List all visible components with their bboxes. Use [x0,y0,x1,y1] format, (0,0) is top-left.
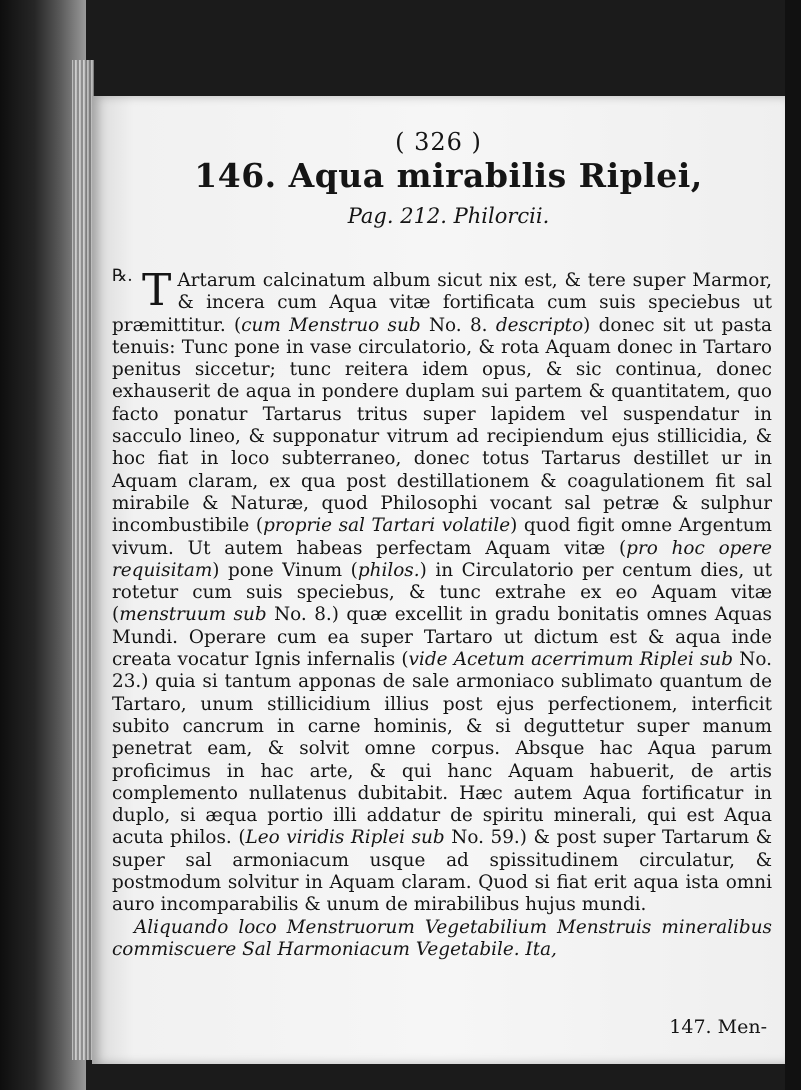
italic-run: proprie sal Tartari volatile [263,515,511,537]
italic-run: Leo viridis Riplei sub [245,827,445,849]
text-run: ) donec sit ut pasta tenuis: Tunc pone in vase circulatorio, & rota Aquam donec in Tartaro penitus siccetur; tunc reitera idem opus, & sic continua, donec exhauserit de aqua in pondere duplam sui partem & quantitatem, quo facto ponatur Tartarus tritus super lapidem vel suspendatur in sacculo lineo, & supponatur vitrum ad recipiendum ejus stillicidia, & hoc fiat in loco subterraneo, donec totus Tartarus destillet ur in Aquam claram, ex qua post destillationem & coagulationem fit sal mirabile & Naturæ, quod Philosophi vocant sal petræ & sulphur incombustibile ( [112,314,772,537]
text-run: ) pone Vinum ( [212,559,358,581]
page-edges [72,60,94,1060]
text-run: No. 8.) quæ excellit in gradu bonitatis omnes Aquas Mundi. Operare cum ea super Tartaro ut dictum est & aqua inde creata vocatur Ignis infernalis ( [112,604,772,671]
paragraph-note: Aliquando loco Menstruorum Vegetabilium Menstruis mineralibus commiscuere Sal Harmoniacum Vegetabile. Ita, [112,916,772,960]
paragraph-main [112,265,772,917]
drop-cap: T [142,265,172,316]
text-run: No. 23.) quia si tantum apponas de sale armoniaco sublimato quantum de Tartaro, unum stillicidium illius post ejus perfectionem, interficit subito cancrum in carne hominis, & si deguttetur super manum penetrat eam, & solvit omne corpus. Absque hac Aqua parum proficimus in hac arte, & qui hanc Aquam habuerit, de artis complemento nullatenus dubitabit. Hæc autem Aqua fortificatur in duplo, si æqua portio illi addatur de spiritu minerali, qui est Aqua acuta philos. ( [112,649,772,849]
italic-run: cum Menstruo sub [241,314,421,336]
text-run: ) in Circulatorio per centum dies, ut rotetur cum suis speciebus, & tunc extrahe ex eo Aquam vitæ ( [112,559,772,626]
text-run: ) quod figit omne Argentum vivum. Ut autem habeas perfectam Aquam vitæ ( [112,515,772,559]
background-edge [785,0,801,1090]
text-run: No. 8. [420,314,496,336]
italic-run: vide Acetum acerrimum Riplei sub [408,649,734,671]
recipe-body [112,265,772,961]
recipe-symbol: ℞. [112,266,133,286]
italic-run: menstruum sub [119,604,267,626]
text-run: Artarum calcinatum album sicut nix est, & tere super Marmor, & incera cum Aqua vitæ fortificata cum suis speciebus ut præmittitur. ( [112,270,772,336]
book-page [92,96,785,1064]
italic-run: philos. [357,559,420,581]
italic-run: pro hoc opere requisitam [112,537,772,581]
page-number: ( 326 ) [395,128,482,156]
recipe-heading: 146. Aqua mirabilis Riplei, [194,156,703,195]
paragraph-main-text [112,265,772,916]
italic-run: descripto [495,314,584,336]
source-reference: Pag. 212. Philorcii. [347,204,550,228]
text-run: No. 59.) & post super Tartarum & super sal armoniacum usque ad spissitudinem circulatur, & postmodum solvitur in Aquam claram. Quod si fiat erit aqua ista omni auro incomparabilis & unum de mirabilibus hujus mundi. [112,827,772,916]
catchword: 147. Men- [669,1016,767,1038]
